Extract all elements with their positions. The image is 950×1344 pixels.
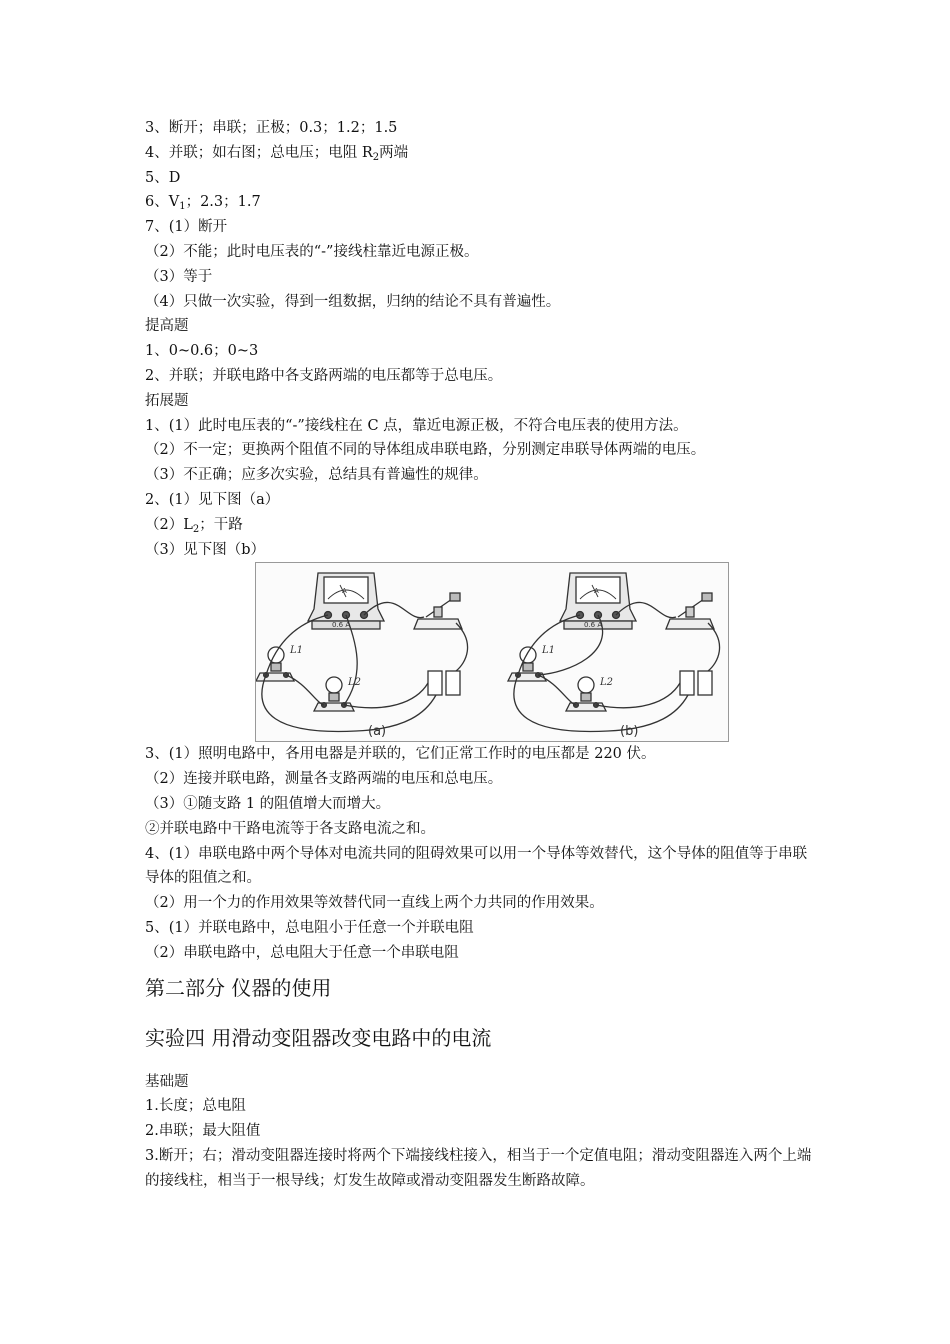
meter-letter: A (594, 587, 599, 596)
bulb-l1-label: L1 (542, 645, 556, 657)
bulb-l2-label: L2 (600, 677, 614, 689)
circuit-figure (255, 562, 729, 742)
answer-line: （2）不能；此时电压表的“-”接线柱靠近电源正极。 (145, 243, 479, 260)
answer-line: （2）用一个力的作用效果等效替代同一直线上两个力共同的作用效果。 (145, 895, 604, 912)
answer-line: 7、(1）断开 (145, 219, 228, 236)
answer-line: 1、0~0.6；0~3 (145, 343, 259, 360)
part-heading: 第二部分 仪器的使用 (145, 975, 332, 1000)
meter-letter: A (342, 587, 347, 596)
bulb-l1-label: L1 (290, 645, 304, 657)
answer-line: ②并联电路中干路电流等于各支路电流之和。 (145, 820, 435, 837)
answer-line: 3、断开；串联；正极；0.3；1.2；1.5 (145, 120, 398, 136)
answer-line: 1.长度；总电阻 (145, 1098, 246, 1115)
meter-scale: 0.6 A (584, 621, 603, 630)
answer-line: 1、(1）此时电压表的“-”接线柱在 C 点，靠近电源正极，不符合电压表的使用方法。 (145, 417, 688, 434)
answer-line: 3、(1）照明电路中，各用电器是并联的，它们正常工作时的电压都是 220 伏。 (145, 746, 656, 763)
answer-line: （2）串联电路中，总电阻大于任意一个串联电阻 (145, 944, 459, 961)
figure-label-a: (a) (368, 724, 387, 740)
answer-line: 2.串联；最大阻值 (145, 1123, 261, 1140)
answer-line: （3）见下图（b） (145, 541, 266, 558)
answer-line: （2）连接并联电路，测量各支路两端的电压和总电压。 (145, 771, 503, 788)
figure-label-b: (b) (620, 724, 639, 740)
answer-line: 6、$V_1$；2.3；1.7 (145, 194, 261, 213)
answer-line: （3）等于 (145, 268, 213, 285)
experiment-heading: 实验四 用滑动变阻器改变电路中的电流 (145, 1025, 492, 1050)
section-label: 拓展题 (145, 392, 189, 409)
answer-paragraph: 3.断开；右；滑动变阻器连接时将两个下端接线柱接入，相当于一个定值电阻；滑动变阻器连入两个上端的接线柱，相当于一根导线；灯发生故障或滑动变阻器发生断路故障。 (145, 1147, 812, 1189)
circuit-diagrams-svg (256, 563, 728, 741)
answer-line: 2、(1）见下图（a） (145, 491, 280, 508)
answer-line: （4）只做一次实验，得到一组数据，归纳的结论不具有普遍性。 (145, 293, 561, 310)
bulb-l2-label: L2 (348, 677, 362, 689)
circuit-b (508, 573, 720, 731)
answer-line: 4、并联；如右图；总电压；电阻 $R_2$两端 (145, 144, 409, 163)
section-label: 基础题 (145, 1073, 189, 1090)
answer-line: （2）不一定；更换两个阻值不同的导体组成串联电路，分别测定串联导体两端的电压。 (145, 442, 706, 459)
document-page (145, 116, 815, 1194)
answer-line: （3）①随支路 1 的阻值增大而增大。 (145, 795, 391, 812)
answer-line: 5、D (145, 169, 181, 186)
meter-scale: 0.6 A (332, 621, 351, 630)
answer-line: $(2)L_2$；干路 (145, 516, 243, 535)
answer-line: 2、并联；并联电路中各支路两端的电压都等于总电压。 (145, 367, 503, 384)
circuit-a (256, 573, 468, 731)
answer-line: （3）不正确；应多次实验，总结具有普遍性的规律。 (145, 467, 488, 484)
section-label: 提高题 (145, 318, 189, 335)
answer-paragraph: 4、(1）串联电路中两个导体对电流共同的阻碍效果可以用一个导体等效替代，这个导体的阻值等于串联导体的阻值之和。 (145, 845, 808, 887)
answer-line: 5、(1）并联电路中，总电阻小于任意一个并联电阻 (145, 919, 474, 936)
